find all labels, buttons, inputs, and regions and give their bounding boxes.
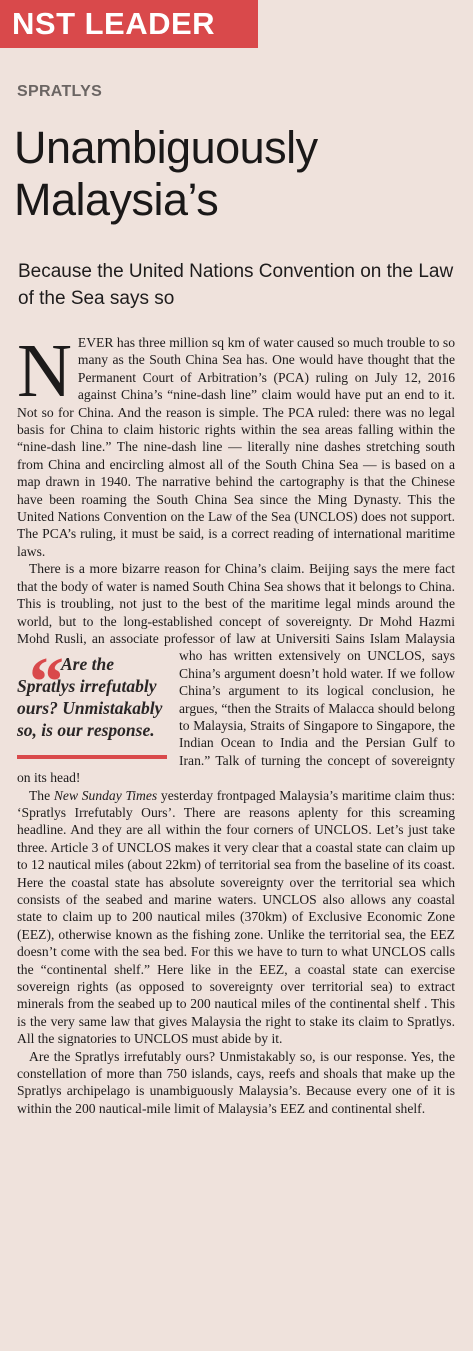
subheadline: Because the United Nations Convention on the Law of the Sea says so <box>18 261 454 309</box>
paragraph-3: The New Sunday Times yesterday frontpaged Malaysia’s maritime claim thus: ‘Spratlys Irrefutably Ours’. There are reasons aplenty for this screaming headline. And they are all within the four corners of UNCLOS. Let’s just take three. Article 3 of UNCLOS makes it very clear that a coastal state can claim up to 12 nautical miles (about 22km) of territorial sea from the baseline of its coast. Here the coastal state has absolute sovereignty over the territorial sea which consists of the seabed and marine waters. UNCLOS also allows any coastal state to claim up to 200 nautical miles (370km) of Exclusive Economic Zone (EEZ), otherwise known as the fishing zone. Unlike the territorial sea, the EEZ doesn’t come with the sea bed. For this we have to turn to what UNCLOS calls the “continental shelf.” Here like in the EEZ, a coastal state can exercise sovereign rights (as opposed to sovereignty over territorial sea) to extract minerals from the seabed up to 200 nautical miles of the continental shelf . This is the very same law that gives Malaysia the right to stake its claim to Spratlys. All the signatories to UNCLOS must abide by it. <box>17 787 456 1047</box>
article-body <box>17 329 456 1117</box>
pull-quote-text: Are the Spratlys irrefutably ours? Unmistakably so, is our response. <box>17 654 163 741</box>
drop-cap: N <box>17 329 72 413</box>
paragraph-4: Are the Spratlys irrefutably ours? Unmistakably so, is our response. Yes, the constellation of more than 750 islands, cays, reefs and shoals that make up the Spratlys archipelago is unambiguously Malaysia’s. Because every one of it is within the 200 nautical-mile limit of Malaysia’s EEZ and continental shelf. <box>17 1048 455 1116</box>
kicker: SPRATLYS <box>17 83 103 100</box>
pull-quote-rule <box>17 755 167 759</box>
paragraph-1: NEVER has three million sq km of water caused so much trouble to so many as the South China Sea has. One would have thought that the Permanent Court of Arbitration’s (PCA) ruling on July 12, 2016 against China’s “nine-dash line” claim would have put an end to it. Not so for China. And the reason is simple. The PCA ruled: there was no legal basis for China to claim historic rights within the sea areas falling within the “nine-dash line.” The nine-dash line — literally nine dashes stretching south from China and encircling almost all of the South China Sea — is based on a map drawn in 1940. The narrative behind the cartography is that the Chinese have been roaming the South China Sea since the Ming Dynasty. This the United Nations Convention on the Law of the Sea (UNCLOS) does not support. The PCA’s ruling, it must be said, is a correct reading of international maritime laws. <box>17 329 455 559</box>
paragraph-2 <box>17 560 455 786</box>
section-banner: NST LEADER <box>0 0 258 48</box>
publication-name: New Sunday Times <box>53 787 158 803</box>
paragraph-2-text-b: Malaysia who has written extensively on UNCLOS, says China’s argument doesn’t hold water. If we follow China’s argument to its logical conclusion, he argues, “then the Straits of Malacca should belong to Malaysia, Straits of Singapore to Singapore, the Indian Ocean to India and the Persian Gulf to Iran.” Talk of turning the concept of sovereignty on its head! <box>17 630 455 786</box>
quote-mark-icon: “ <box>29 644 64 722</box>
headline: Unambiguously Malaysia’s <box>14 122 318 225</box>
pull-quote <box>17 644 165 759</box>
paragraph-2-text-a: There is a more bizarre reason for China’s claim. Beijing says the mere fact that the body of water is named South China Sea shows that it belongs to China. This is troubling, not just to the best of the maritime legal minds around the world, but to the long-established concept of sovereignty. Dr Mohd Hazmi Mohd Rusli, an associate professor of law at Universiti Sains Islam <box>17 561 455 646</box>
pull-anchor <box>17 561 455 785</box>
